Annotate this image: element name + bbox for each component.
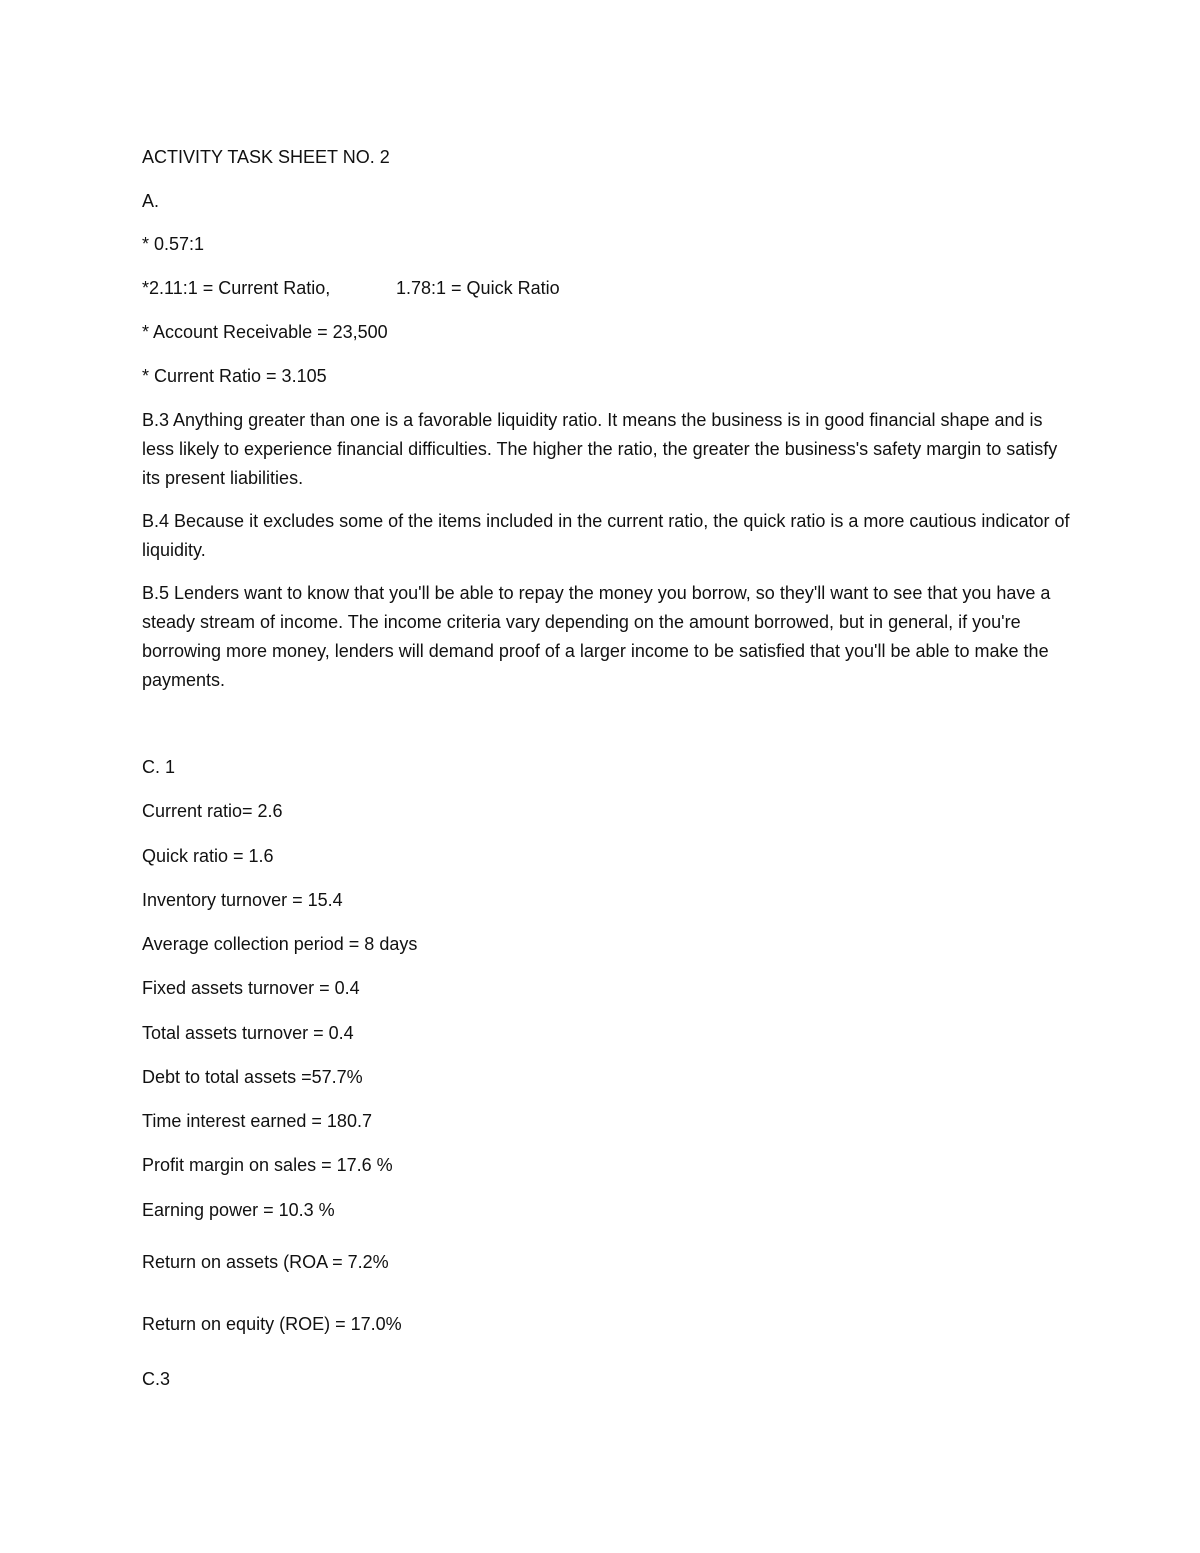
c1-earning-power: Earning power = 10.3 % (142, 1200, 335, 1220)
section-c1-label: C. 1 (142, 757, 176, 777)
answer-b4-text: B.4 Because it excludes some of the items included in the current ratio, the quick ratio is a more cautious indicator of liquidity. (142, 511, 1070, 560)
answer-b3 (142, 406, 1072, 493)
answer-b5-text: B.5 Lenders want to know that you'll be able to repay the money you borrow, so they'll want to see that you have a steady stream of income. The income criteria vary depending on the amount borrowed, but in general, if you're borrowing more money, lenders will demand proof of a larger income to be satisfied that you'll be able to make the payments. (142, 583, 1051, 690)
c1-return-on-equity: Return on equity (ROE) = 17.0% (142, 1314, 402, 1334)
answer-a2-quick-ratio: 1.78:1 = Quick Ratio (396, 278, 560, 298)
answer-a1: * 0.57:1 (142, 234, 205, 254)
c1-times-interest-earned: Time interest earned = 180.7 (142, 1111, 372, 1131)
c1-quick-ratio: Quick ratio = 1.6 (142, 846, 274, 866)
c1-return-on-assets: Return on assets (ROA = 7.2% (142, 1252, 389, 1272)
c1-current-ratio: Current ratio= 2.6 (142, 801, 283, 821)
section-c3-label: C.3 (142, 1369, 171, 1389)
c1-debt-to-total-assets: Debt to total assets =57.7% (142, 1067, 363, 1087)
answer-a2 (142, 274, 742, 303)
answer-a4: * Current Ratio = 3.105 (142, 366, 327, 386)
answer-b4 (142, 507, 1072, 565)
answer-a2-current-ratio: *2.11:1 = Current Ratio, (142, 278, 331, 298)
c1-profit-margin: Profit margin on sales = 17.6 % (142, 1155, 393, 1175)
answer-b5 (142, 579, 1072, 695)
c1-fixed-assets-turnover: Fixed assets turnover = 0.4 (142, 978, 360, 998)
answer-b3-text: B.3 Anything greater than one is a favorable liquidity ratio. It means the business is in good financial shape and is less likely to experience financial difficulties. The higher the ratio, the greater the business's safety margin to satisfy its present liabilities. (142, 410, 1058, 488)
c1-inventory-turnover: Inventory turnover = 15.4 (142, 890, 343, 910)
section-a-label: A. (142, 191, 160, 211)
answer-a3: * Account Receivable = 23,500 (142, 322, 388, 342)
c1-average-collection-period: Average collection period = 8 days (142, 934, 418, 954)
document-title: ACTIVITY TASK SHEET NO. 2 (142, 147, 390, 167)
c1-total-assets-turnover: Total assets turnover = 0.4 (142, 1023, 354, 1043)
